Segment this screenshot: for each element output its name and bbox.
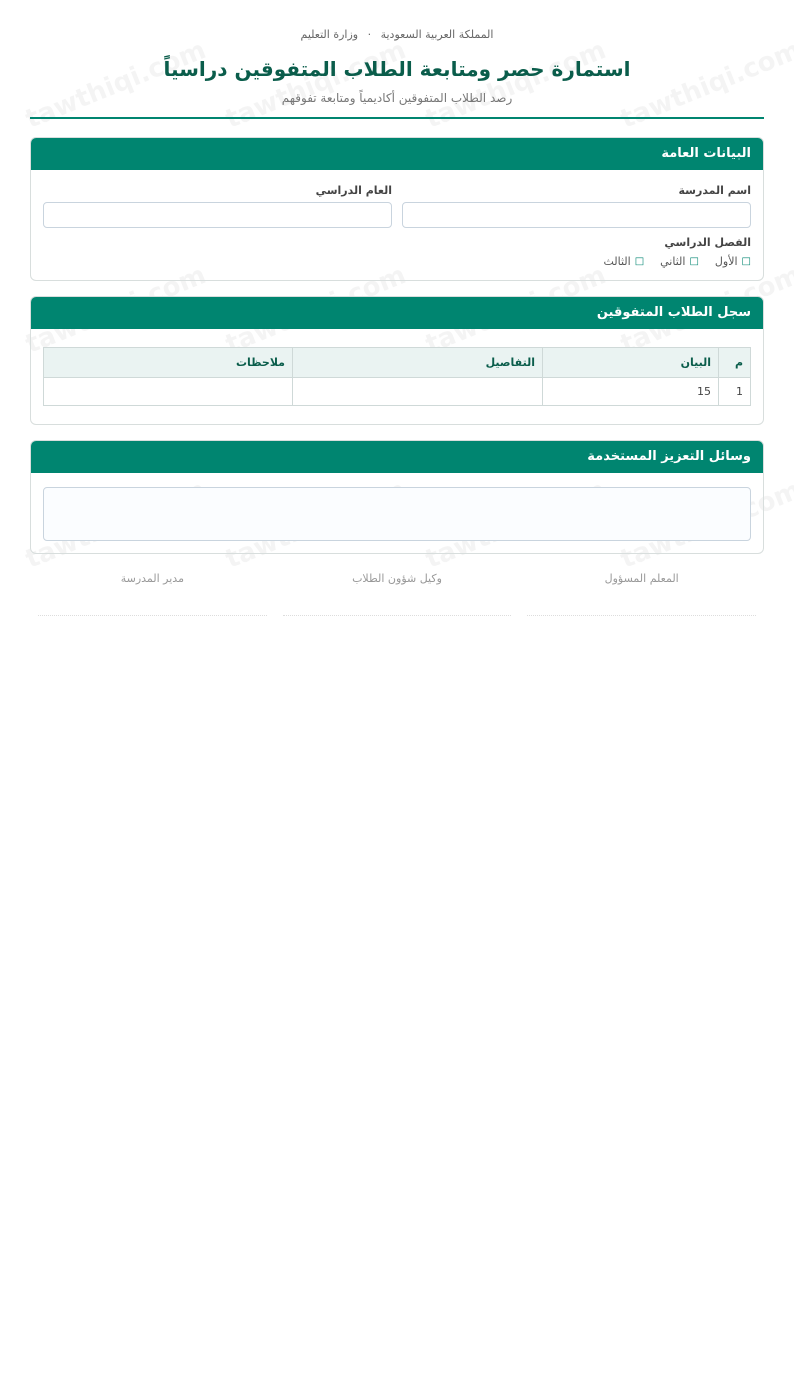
checkbox-icon: □ [689, 256, 699, 267]
country-name: المملكة العربية السعودية [380, 28, 494, 41]
reinforcement-textarea[interactable] [43, 487, 751, 541]
term-label: الفصل الدراسي [664, 236, 751, 249]
general-info-section [30, 137, 764, 281]
signature-label: المعلم المسؤول [604, 572, 679, 585]
column-header-item: البيان [543, 348, 719, 378]
term-option-second[interactable] [660, 255, 699, 268]
cell-item[interactable]: 15 [543, 378, 719, 406]
form-subtitle: رصد الطلاب المتفوقين أكاديمياً ومتابعة تفوقهم [281, 91, 513, 105]
table-row [44, 378, 751, 406]
header-meta [30, 28, 764, 41]
term-option-third[interactable] [603, 255, 644, 268]
signature-label: مدير المدرسة [120, 572, 184, 585]
term-option-label: الثالث [603, 255, 631, 268]
term-option-label: الأول [714, 255, 738, 268]
cell-number: 1 [719, 378, 751, 406]
signature-label: وكيل شؤون الطلاب [352, 572, 442, 585]
checkbox-icon: □ [634, 256, 645, 267]
register-section [30, 296, 764, 425]
academic-year-input[interactable] [43, 202, 392, 228]
school-name-field [402, 184, 751, 228]
column-header-details: التفاصيل [293, 348, 543, 378]
form-title: استمارة حصر ومتابعة الطلاب المتفوقين دراسياً [163, 57, 631, 81]
section-heading: سجل الطلاب المتفوقين [31, 297, 763, 329]
column-header-notes: ملاحظات [44, 348, 293, 378]
form-header [30, 28, 764, 119]
term-options [43, 255, 751, 268]
cell-details[interactable] [293, 378, 543, 406]
school-name-label: اسم المدرسة [678, 184, 751, 197]
signature-block-principal [30, 572, 275, 616]
signatures-row [30, 572, 764, 616]
term-option-first[interactable] [715, 255, 751, 268]
school-name-input[interactable] [402, 202, 751, 228]
column-header-number: م [719, 348, 751, 378]
signature-line[interactable] [283, 615, 512, 616]
register-table [43, 347, 751, 406]
academic-year-field [43, 184, 392, 228]
signature-line[interactable] [527, 615, 756, 616]
signature-line[interactable] [38, 615, 267, 616]
term-option-label: الثاني [660, 255, 686, 268]
ministry-name: وزارة التعليم [300, 28, 359, 41]
section-heading: البيانات العامة [31, 138, 763, 170]
term-field [43, 236, 751, 268]
checkbox-icon: □ [741, 256, 751, 267]
cell-notes[interactable] [44, 378, 293, 406]
form-page [30, 0, 764, 616]
signature-block-deputy [275, 572, 520, 616]
general-fields [43, 184, 751, 228]
table-header-row [44, 348, 751, 378]
reinforcement-section [30, 440, 764, 554]
meta-separator: · [367, 28, 372, 41]
academic-year-label: العام الدراسي [315, 184, 392, 197]
signature-block-teacher [519, 572, 764, 616]
section-heading: وسائل التعزيز المستخدمة [31, 441, 763, 473]
